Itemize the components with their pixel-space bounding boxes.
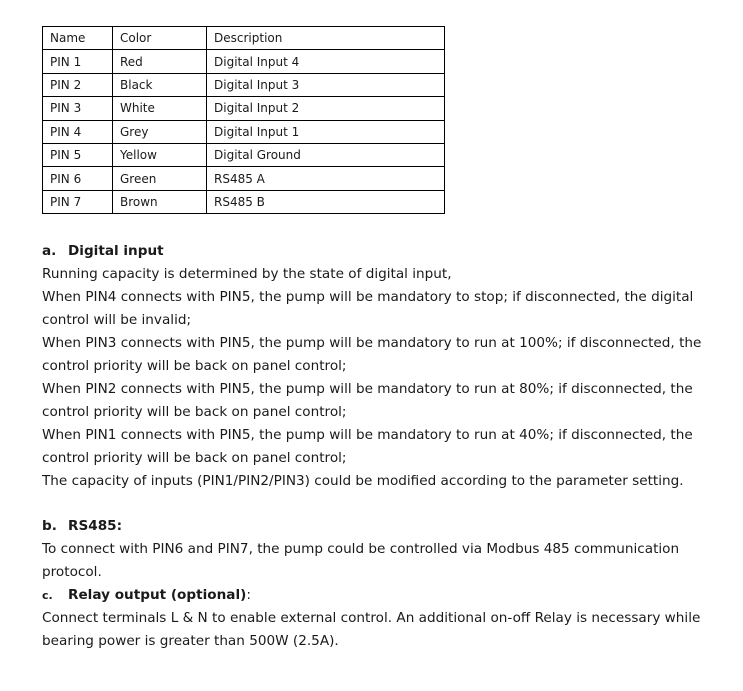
table-cell: Digital Input 4 (207, 50, 445, 73)
table-cell: RS485 A (207, 167, 445, 190)
table-header-row (43, 27, 445, 50)
section-heading (42, 240, 722, 263)
section-title-suffix: : (246, 587, 251, 603)
table-cell: Brown (113, 190, 207, 213)
table-cell: Yellow (113, 143, 207, 166)
section-title: RS485: (68, 518, 123, 534)
table-row (43, 167, 445, 190)
section-rs485 (42, 515, 722, 584)
table-cell: PIN 7 (43, 190, 113, 213)
section-marker: b. (42, 518, 57, 534)
table-cell: PIN 3 (43, 97, 113, 120)
section-marker: c. (42, 589, 53, 602)
paragraph: When PIN3 connects with PIN5, the pump will be mandatory to run at 100%; if disconnected, the control priority will be back on panel control; (42, 335, 702, 374)
section-title: Digital input (68, 243, 164, 259)
table-cell: PIN 5 (43, 143, 113, 166)
paragraph: Running capacity is determined by the state of digital input, (42, 266, 452, 282)
table-row (43, 143, 445, 166)
table-cell: Grey (113, 120, 207, 143)
header-cell-color: Color (113, 27, 207, 50)
section-marker: a. (42, 243, 57, 259)
table-row (43, 73, 445, 96)
section-heading (42, 515, 722, 538)
header-cell-name: Name (43, 27, 113, 50)
table-row (43, 120, 445, 143)
table-row (43, 190, 445, 213)
paragraph: To connect with PIN6 and PIN7, the pump could be controlled via Modbus 485 communication protocol. (42, 541, 680, 580)
table-cell: Digital Input 1 (207, 120, 445, 143)
table-cell: PIN 4 (43, 120, 113, 143)
table-cell: Digital Ground (207, 143, 445, 166)
paragraph: The capacity of inputs (PIN1/PIN2/PIN3) could be modified according to the parameter setting. (42, 473, 684, 489)
section-relay-output (42, 584, 722, 653)
table-cell: PIN 6 (43, 167, 113, 190)
table-row (43, 50, 445, 73)
section-title: Relay output (optional) (68, 587, 247, 603)
section-heading (42, 584, 722, 607)
paragraph: When PIN1 connects with PIN5, the pump will be mandatory to run at 40%; if disconnected, the control priority will be back on panel control; (42, 427, 693, 466)
table-cell: Digital Input 3 (207, 73, 445, 96)
header-cell-description: Description (207, 27, 445, 50)
paragraph: When PIN2 connects with PIN5, the pump will be mandatory to run at 80%; if disconnected, the control priority will be back on panel control; (42, 381, 693, 420)
table-cell: Green (113, 167, 207, 190)
table-row (43, 97, 445, 120)
pin-table (42, 26, 445, 214)
table-cell: Digital Input 2 (207, 97, 445, 120)
table-cell: Red (113, 50, 207, 73)
section-digital-input (42, 240, 722, 493)
paragraph: When PIN4 connects with PIN5, the pump will be mandatory to stop; if disconnected, the digital control will be invalid; (42, 289, 694, 328)
table-cell: PIN 2 (43, 73, 113, 96)
table-cell: PIN 1 (43, 50, 113, 73)
table-cell: Black (113, 73, 207, 96)
paragraph: Connect terminals L & N to enable external control. An additional on-off Relay is necessary while bearing power is greater than 500W (2.5A). (42, 610, 701, 649)
table-cell: RS485 B (207, 190, 445, 213)
table-cell: White (113, 97, 207, 120)
